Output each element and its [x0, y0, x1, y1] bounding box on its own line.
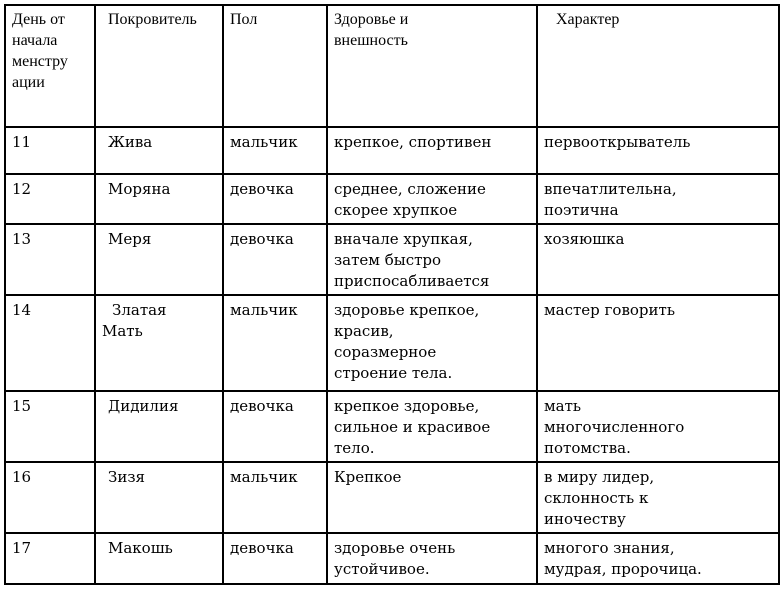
sex-cell: мальчик	[223, 295, 327, 391]
sex-cell: мальчик	[223, 462, 327, 533]
sex-cell: девочка	[223, 533, 327, 584]
patron-cell: Меря	[95, 224, 223, 295]
health-cell: крепкое здоровье, сильное и красивое тело.	[327, 391, 537, 462]
character-cell: мастер говорить	[537, 295, 779, 391]
health-cell: вначале хрупкая, затем быстро приспосабливается	[327, 224, 537, 295]
table-row	[5, 462, 779, 533]
character-cell: мать многочисленного потомства.	[537, 391, 779, 462]
health-cell: среднее, сложение скорее хрупкое	[327, 174, 537, 224]
character-cell: впечатлительна, поэтична	[537, 174, 779, 224]
patron-cell: Златая Мать	[95, 295, 223, 391]
character-cell: в миру лидер, склонность к иночеству	[537, 462, 779, 533]
day-cell: 17	[5, 533, 95, 584]
day-cell: 11	[5, 127, 95, 174]
header-character: Характер	[537, 5, 779, 127]
day-cell: 16	[5, 462, 95, 533]
header-sex: Пол	[223, 5, 327, 127]
day-cell: 13	[5, 224, 95, 295]
patron-table	[4, 4, 780, 585]
health-cell: здоровье крепкое, красив, соразмерное строение тела.	[327, 295, 537, 391]
sex-cell: мальчик	[223, 127, 327, 174]
sex-cell: девочка	[223, 391, 327, 462]
patron-cell: Зизя	[95, 462, 223, 533]
table-row	[5, 391, 779, 462]
character-cell: первооткрыватель	[537, 127, 779, 174]
character-cell: многого знания, мудрая, пророчица.	[537, 533, 779, 584]
patron-cell: Моряна	[95, 174, 223, 224]
table-row	[5, 127, 779, 174]
table-row	[5, 533, 779, 584]
health-cell: здоровье очень устойчивое.	[327, 533, 537, 584]
header-health: Здоровье и внешность	[327, 5, 537, 127]
health-cell: Крепкое	[327, 462, 537, 533]
table-row	[5, 224, 779, 295]
patron-cell: Дидилия	[95, 391, 223, 462]
patron-cell: Жива	[95, 127, 223, 174]
sex-cell: девочка	[223, 174, 327, 224]
table-row	[5, 295, 779, 391]
header-row	[5, 5, 779, 127]
sex-cell: девочка	[223, 224, 327, 295]
character-cell: хозяюшка	[537, 224, 779, 295]
day-cell: 12	[5, 174, 95, 224]
health-cell: крепкое, спортивен	[327, 127, 537, 174]
patron-cell: Макошь	[95, 533, 223, 584]
table-row	[5, 174, 779, 224]
header-patron: Покровитель	[95, 5, 223, 127]
day-cell: 15	[5, 391, 95, 462]
day-cell: 14	[5, 295, 95, 391]
header-day: День от начала менстру ации	[5, 5, 95, 127]
